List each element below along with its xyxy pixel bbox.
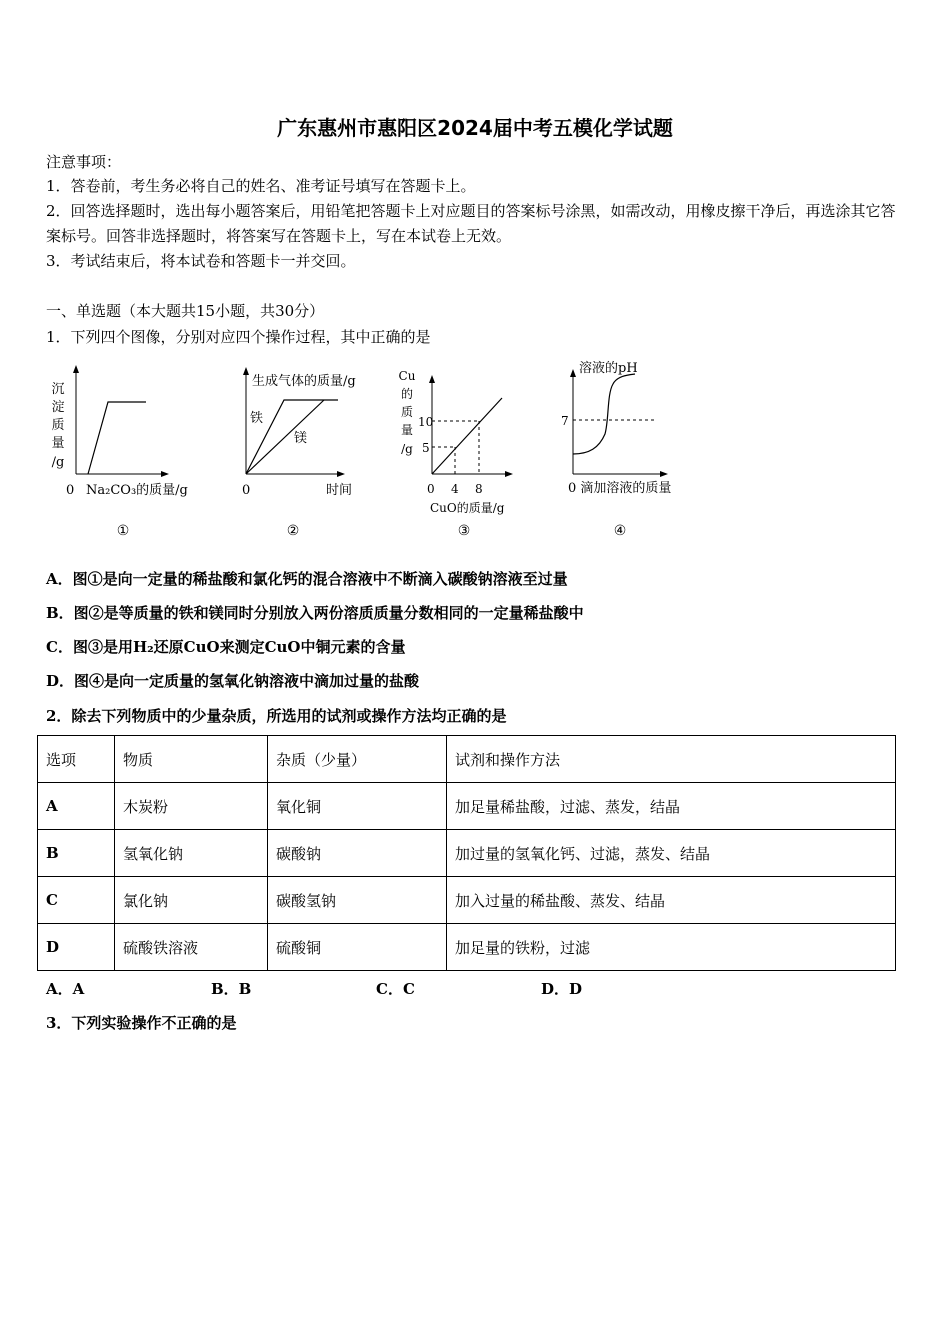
notice-item: 3．考试结束后，将本试卷和答题卡一并交回。 — [46, 252, 356, 270]
table-header-cell: 杂质（少量） — [268, 736, 447, 783]
fig1-curve — [88, 402, 146, 474]
fig3-ytick: 10 — [418, 415, 434, 429]
q1-option-c: C．图③是用H₂还原CuO来测定CuO中铜元素的含量 — [46, 638, 406, 656]
q2-choice-a: A．A — [46, 980, 85, 998]
table-cell: 加足量稀盐酸，过滤、蒸发，结晶 — [447, 783, 896, 830]
notice-list — [46, 174, 896, 274]
q2-table — [37, 735, 896, 971]
table-cell: C — [38, 877, 115, 924]
fig1-x-arrow — [161, 471, 169, 477]
q2-choice-b: B．B — [211, 980, 252, 998]
table-cell: 硫酸铜 — [268, 924, 447, 971]
fig1-origin: 0 — [66, 483, 75, 498]
table-cell: B — [38, 830, 115, 877]
figure-4 — [555, 360, 705, 540]
fig2-label-iron: 铁 — [250, 411, 264, 426]
table-row — [38, 783, 896, 830]
table-header-cell: 试剂和操作方法 — [447, 736, 896, 783]
fig3-x-arrow — [505, 471, 513, 477]
fig3-caption: ③ — [457, 523, 471, 539]
notice-heading: 注意事项： — [46, 153, 122, 171]
fig1-ylabel-char: 量 — [51, 436, 65, 451]
fig4-xlabel: 0 滴加溶液的质量 — [568, 481, 672, 496]
fig3-y-arrow — [429, 375, 435, 383]
notice-item: 1．答卷前，考生务必将自己的姓名、准考证号填写在答题卡上。 — [46, 177, 476, 195]
q1-figures — [0, 360, 950, 540]
fig4-ylabel: 溶液的pH — [579, 361, 638, 376]
table-cell: 硫酸铁溶液 — [115, 924, 268, 971]
table-cell: D — [38, 924, 115, 971]
q2-choice-c: C．C — [376, 980, 415, 998]
table-cell: 氧化铜 — [268, 783, 447, 830]
fig3-line — [432, 398, 502, 474]
q1-option-a: A．图①是向一定量的稀盐酸和氯化钙的混合溶液中不断滴入碳酸钠溶液至过量 — [46, 570, 568, 588]
fig4-y-arrow — [570, 369, 576, 377]
fig2-label-magnesium: 镁 — [294, 431, 308, 446]
q2-stem: 2．除去下列物质中的少量杂质，所选用的试剂或操作方法均正确的是 — [46, 707, 507, 725]
q1-option-d: D．图④是向一定质量的氢氧化钠溶液中滴加过量的盐酸 — [46, 672, 420, 690]
fig3-ylabel-char: 质 — [400, 405, 414, 419]
fig2-caption: ② — [286, 523, 300, 539]
fig1-y-arrow — [73, 365, 79, 373]
table-cell: 加入过量的稀盐酸、蒸发、结晶 — [447, 877, 896, 924]
q1-option-b: B．图②是等质量的铁和镁同时分别放入两份溶质质量分数相同的一定量稀盐酸中 — [46, 604, 584, 622]
notice-item: 2．回答选择题时，选出每小题答案后，用铅笔把答题卡上对应题目的答案标号涂黑，如需改动，用橡皮擦干净后，再选涂其它答案标号。回答非选择题时，将答案写在答题卡上，写在本试卷上无效。 — [46, 202, 896, 245]
figure-3 — [390, 360, 560, 540]
fig1-ylabel-char: 质 — [51, 418, 65, 433]
table-cell: 碳酸氢钠 — [268, 877, 447, 924]
fig4-curve — [573, 374, 635, 454]
fig1-caption: ① — [116, 523, 130, 539]
fig3-ylabel-char: 的 — [400, 387, 414, 401]
fig1-ylabel-char: 淀 — [51, 400, 65, 415]
table-cell: 氢氧化钠 — [115, 830, 268, 877]
fig3-xtick: 8 — [475, 482, 483, 496]
fig2-origin: 0 — [242, 483, 251, 498]
figure-2 — [230, 360, 390, 540]
fig2-x-arrow — [337, 471, 345, 477]
fig2-xlabel: 时间 — [326, 483, 353, 498]
table-row — [38, 924, 896, 971]
fig3-ylabel-char: /g — [401, 442, 413, 456]
fig4-ytick: 7 — [561, 414, 569, 428]
fig3-xlabel: CuO的质量/g — [430, 501, 505, 515]
page-title: 广东惠州市惠阳区2024届中考五模化学试题 — [277, 116, 673, 140]
fig4-x-arrow — [660, 471, 668, 477]
fig2-y-arrow — [243, 367, 249, 375]
figure-1 — [46, 360, 206, 540]
q2-choice-d: D．D — [541, 980, 583, 998]
fig2-ylabel: 生成气体的质量/g — [252, 374, 356, 389]
fig3-xtick: 4 — [451, 482, 459, 496]
fig3-ylabel-char: Cu — [398, 369, 416, 383]
fig1-ylabel-char: 沉 — [51, 382, 65, 397]
fig3-ytick: 5 — [422, 441, 430, 455]
table-cell: A — [38, 783, 115, 830]
fig4-caption: ④ — [613, 523, 627, 539]
table-cell: 木炭粉 — [115, 783, 268, 830]
fig1-xlabel: Na₂CO₃的质量/g — [86, 483, 188, 498]
fig1-ylabel-char: /g — [51, 455, 65, 470]
fig3-ylabel-char: 量 — [400, 423, 414, 437]
q3-stem: 3．下列实验操作不正确的是 — [46, 1014, 237, 1032]
table-header-row — [38, 736, 896, 783]
table-header-cell: 物质 — [115, 736, 268, 783]
fig3-xtick: 0 — [427, 482, 435, 496]
table-cell: 加足量的铁粉，过滤 — [447, 924, 896, 971]
table-cell: 氯化钠 — [115, 877, 268, 924]
table-header-cell: 选项 — [38, 736, 115, 783]
q1-stem: 1．下列四个图像，分别对应四个操作过程，其中正确的是 — [46, 328, 431, 346]
table-cell: 加过量的氢氧化钙、过滤，蒸发、结晶 — [447, 830, 896, 877]
section-heading: 一、单选题（本大题共15小题，共30分） — [46, 302, 325, 320]
table-cell: 碳酸钠 — [268, 830, 447, 877]
table-row — [38, 877, 896, 924]
table-row — [38, 830, 896, 877]
